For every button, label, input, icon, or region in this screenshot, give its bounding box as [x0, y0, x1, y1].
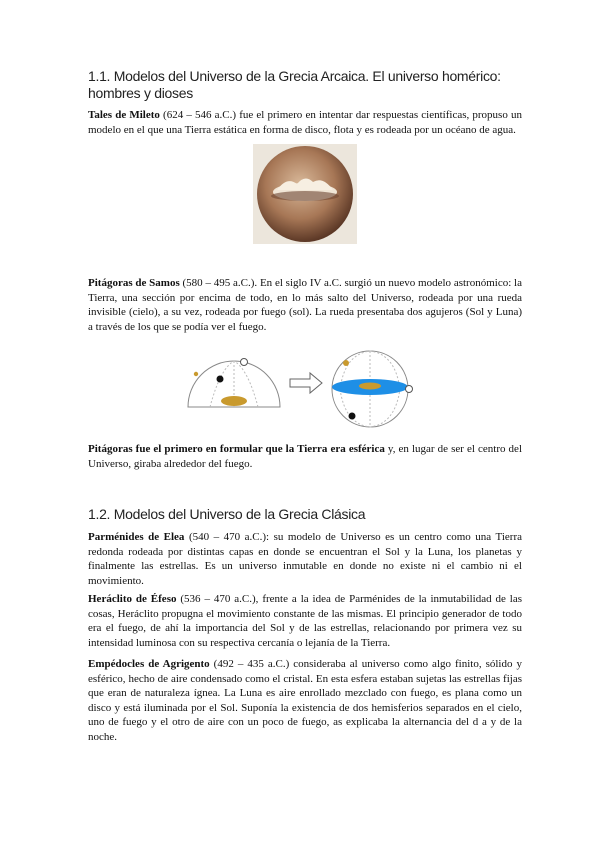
name-pitagoras: Pitágoras de Samos: [88, 277, 180, 289]
paragraph-heraclito: [88, 592, 522, 650]
fire-dot-icon: [194, 372, 198, 376]
pythagoras-diagram: [180, 349, 420, 435]
section-heading-2: 1.2. Modelos del Universo de la Grecia Clásica: [88, 506, 366, 522]
sun-hole-icon: [241, 359, 248, 366]
text-empedocles: (492 – 435 a.C.) consideraba al universo como algo finito, sólido y esférico, hecho de aire condensado como el cristal. En esta esfera estaban sujetas las estrellas fijas que eran de naturaleza ígnea. La Luna es aire enrollado mezclado con fuego, es plana como un disco y está iluminada por el Sol. Suponía la existencia de dos hemisferios separados en el cielo, uno de fuego y el otro de aire con un poco de fuego, as explicaba la alternancia del d a y de la noche.: [88, 658, 522, 743]
name-tales: Tales de Mileto: [88, 109, 160, 121]
moon-icon-2: [349, 413, 356, 420]
homeric-universe-photo: [253, 144, 357, 244]
text-heraclito: (536 – 470 a.C.), frente a la idea de Parménides de la inmutabilidad de las cosas, Heráclito propugna el movimiento constante de las mismas. El principio generador de todo era el fuego, de ahí la importancia del Sol y de las estrellas, relacionando por primera vez su intensidad luminosa con su respectiva cercanía o lejanía de la Tierra.: [88, 593, 522, 649]
text-parmenides: (540 – 470 a.C.): su modelo de Universo es un centro como una Tierra redonda rodeada por distintas capas en donde se encuentran el Sol y la Luna, los planetas y finalmente las estrellas. Es un universo inmutable en donde no existe ni el cambio ni el movimiento.: [88, 531, 522, 587]
name-empedocles: Empédocles de Agrigento: [88, 658, 210, 670]
text-tales: (624 – 546 a.C.) fue el primero en intentar dar respuestas científicas, propuso un modelo en el que una Tierra estática en forma de disco, flota y es rodeada por un océano de agua.: [88, 109, 522, 136]
paragraph-parmenides: [88, 530, 522, 588]
text-esferica: y, en lugar de ser el centro del Universo, giraba alrededor del fuego.: [88, 443, 522, 470]
name-heraclito: Heráclito de Éfeso: [88, 593, 177, 605]
text-pitagoras: (580 – 495 a.C.). En el siglo IV a.C. surgió un nuevo modelo astronómico: la Tierra, una sección por encima de todo, en lo más salto del Universo, rodeada por una rueda invisible (cielo), a su vez, rodeada por fuego (sol). La rueda presentaba dos agujeros (Sol y Luna) a través de los que se podía ver el fuego.: [88, 277, 522, 333]
moon-icon: [217, 376, 224, 383]
paragraph-tales: [88, 108, 522, 137]
paragraph-empedocles: [88, 657, 522, 745]
paragraph-pitagoras: [88, 276, 522, 334]
earth-disc-2: [359, 383, 381, 390]
section-heading-1: 1.1. Modelos del Universo de la Grecia Arcaica. El universo homérico: hombres y dioses: [88, 68, 501, 101]
paragraph-pitagoras-esferica: [88, 442, 522, 471]
name-esferica: Pitágoras fue el primero en formular que la Tierra era esférica: [88, 443, 385, 455]
sun-hole-icon-2: [406, 386, 413, 393]
fire-dot-icon-2: [343, 360, 349, 366]
earth-disc: [221, 396, 247, 406]
arrow-icon: [290, 373, 322, 393]
name-parmenides: Parménides de Elea: [88, 531, 185, 543]
